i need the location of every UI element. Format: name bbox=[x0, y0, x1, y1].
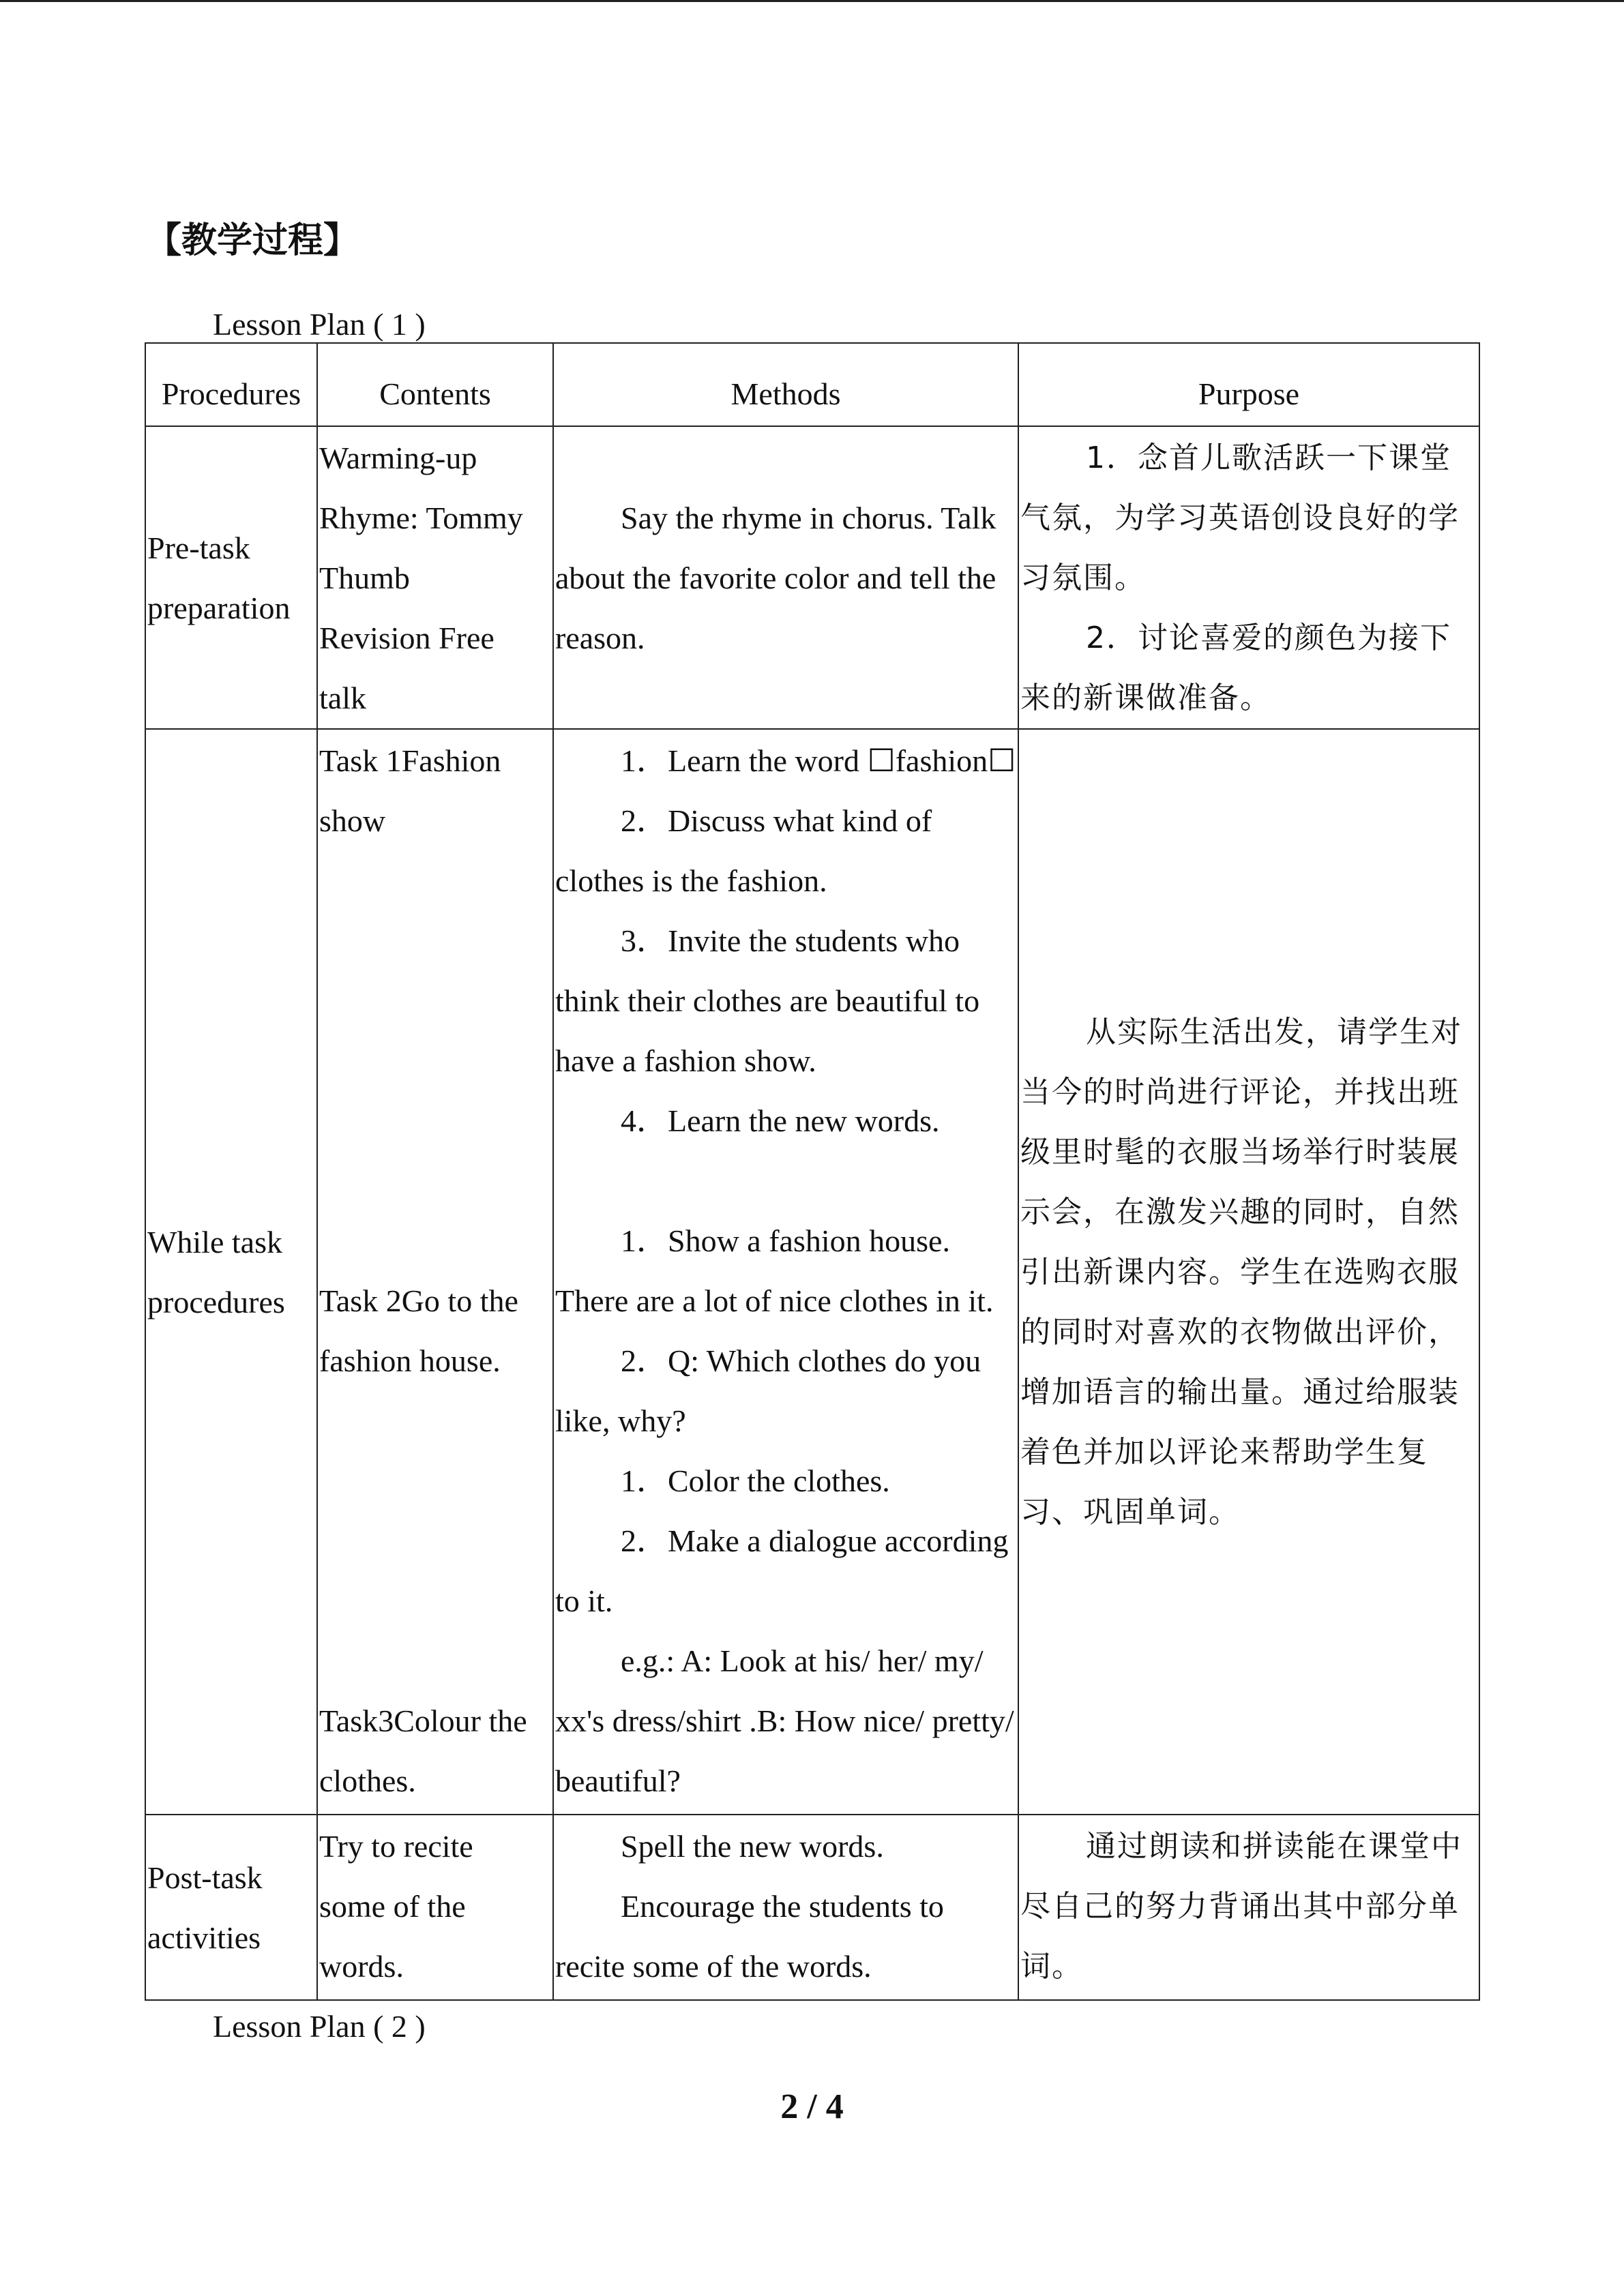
contents-line: Warming-up bbox=[319, 441, 477, 475]
contents-line: Task 2Go to the bbox=[319, 1283, 518, 1318]
lesson-plan-1-label: Lesson Plan ( 1 ) bbox=[213, 307, 426, 342]
methods-text: Spell the new words. bbox=[621, 1829, 884, 1864]
contents-cell bbox=[317, 729, 553, 1815]
contents-cell bbox=[317, 1815, 553, 2000]
purpose-cell bbox=[1018, 426, 1479, 729]
contents-line: fashion house. bbox=[319, 1343, 501, 1378]
contents-line: Revision Free bbox=[319, 621, 494, 655]
methods-text: 2．Q: Which clothes do you like, why? bbox=[555, 1343, 981, 1438]
section-title: 【教学过程】 bbox=[146, 220, 359, 261]
table-row bbox=[145, 729, 1479, 1815]
purpose-cell bbox=[1018, 1815, 1479, 2000]
methods-text: 2．Make a dialogue according to it. bbox=[555, 1523, 1009, 1618]
lesson-plan-table bbox=[145, 342, 1480, 2001]
lesson-plan-2-label: Lesson Plan ( 2 ) bbox=[213, 2009, 426, 2044]
purpose-text: 从实际生活出发，请学生对当今的时尚进行评论，并找出班级里时髦的衣服当场举行时装展示会，在激发兴趣的同时，自然引出新课内容。学生在选购衣服的同时对喜欢的衣物做出评价，增加语言的输出量。通过给服装着色并加以评论来帮助学生复习、巩固单词。 bbox=[1020, 1015, 1462, 1530]
procedure-line: procedures bbox=[147, 1285, 285, 1320]
methods-cell bbox=[553, 729, 1018, 1815]
methods-text: 1．Show a fashion house. There are a lot of nice clothes in it. bbox=[555, 1223, 994, 1318]
contents-line: talk bbox=[319, 681, 366, 715]
contents-line: Task 1Fashion bbox=[319, 743, 501, 778]
procedure-line: Post-task bbox=[147, 1860, 263, 1895]
methods-text: 4．Learn the new words. bbox=[621, 1103, 940, 1138]
methods-text: 1．Learn the word ☐fashion☐ bbox=[621, 743, 1016, 778]
top-border-line bbox=[0, 0, 1624, 2]
contents-line: show bbox=[319, 803, 386, 838]
methods-text: 2．Discuss what kind of clothes is the fashion. bbox=[555, 803, 932, 898]
header-procedures: Procedures bbox=[145, 343, 317, 426]
contents-line: Thumb bbox=[319, 561, 410, 595]
procedure-cell bbox=[145, 729, 317, 1815]
header-methods: Methods bbox=[553, 343, 1018, 426]
methods-text: e.g.: A: Look at his/ her/ my/ xx's dress/shirt .B: How nice/ pretty/ beautiful? bbox=[555, 1643, 1014, 1798]
table-row bbox=[145, 1815, 1479, 2000]
contents-line: some of the bbox=[319, 1889, 466, 1924]
contents-line: Try to recite bbox=[319, 1829, 473, 1864]
procedure-cell bbox=[145, 426, 317, 729]
contents-line: Task3Colour the bbox=[319, 1703, 527, 1738]
methods-text: 3．Invite the students who think their clothes are beautiful to have a fashion show. bbox=[555, 923, 980, 1078]
purpose-cell bbox=[1018, 729, 1479, 1815]
header-purpose: Purpose bbox=[1018, 343, 1479, 426]
header-contents: Contents bbox=[317, 343, 553, 426]
procedure-line: activities bbox=[147, 1920, 261, 1955]
contents-cell bbox=[317, 426, 553, 729]
methods-text: 1．Color the clothes. bbox=[621, 1463, 890, 1498]
table-header-row bbox=[145, 343, 1479, 426]
purpose-text: 2．讨论喜爱的颜色为接下来的新课做准备。 bbox=[1020, 621, 1451, 715]
methods-cell bbox=[553, 1815, 1018, 2000]
purpose-text: 通过朗读和拼读能在课堂中尽自己的努力背诵出其中部分单词。 bbox=[1020, 1829, 1462, 1984]
contents-line: words. bbox=[319, 1949, 404, 1984]
procedure-cell bbox=[145, 1815, 317, 2000]
table-row bbox=[145, 426, 1479, 729]
methods-text: Encourage the students to recite some of the words. bbox=[555, 1889, 944, 1984]
procedure-line: preparation bbox=[147, 591, 291, 625]
contents-line: Rhyme: Tommy bbox=[319, 501, 523, 535]
methods-cell bbox=[553, 426, 1018, 729]
procedure-line: While task bbox=[147, 1225, 282, 1259]
procedure-line: Pre-task bbox=[147, 531, 250, 565]
methods-text: Say the rhyme in chorus. Talk about the favorite color and tell the reason. bbox=[555, 501, 996, 655]
purpose-text: 1．念首儿歌活跃一下课堂气氛，为学习英语创设良好的学习氛围。 bbox=[1020, 441, 1460, 595]
page-number: 2 / 4 bbox=[780, 2087, 844, 2126]
contents-line: clothes. bbox=[319, 1763, 416, 1798]
